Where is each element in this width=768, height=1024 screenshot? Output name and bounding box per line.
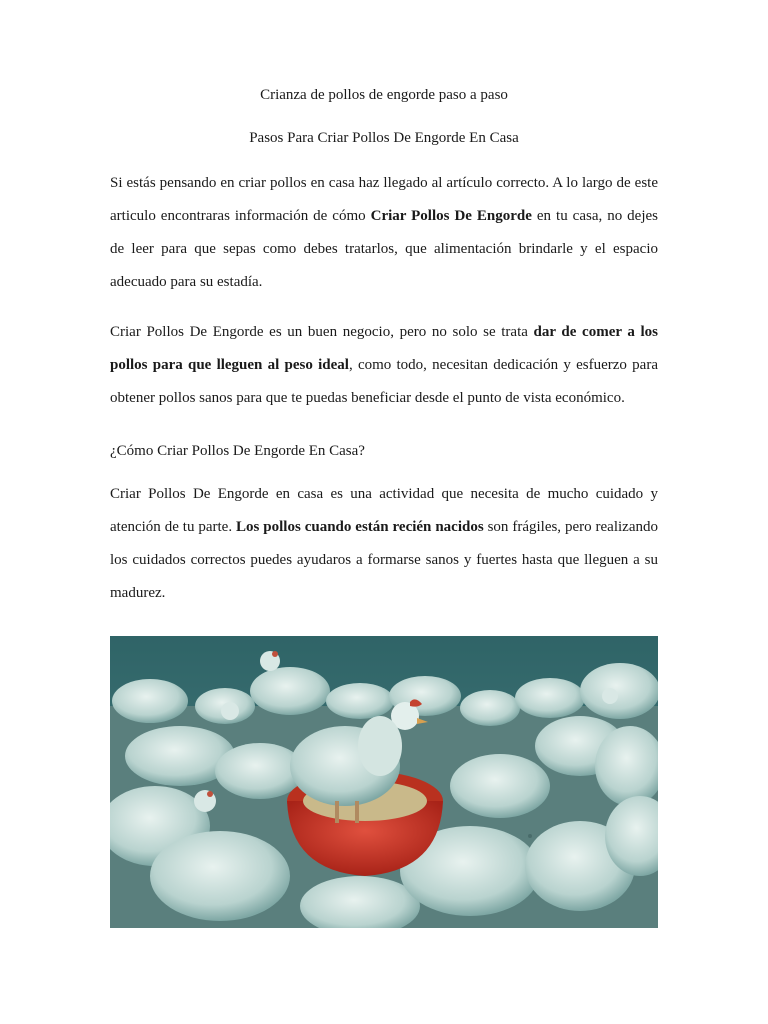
paragraph-care (110, 478, 658, 610)
paragraph-bold-text: Los pollos cuando están recién nacidos (236, 519, 484, 535)
paragraph-business (110, 316, 658, 415)
paragraph-text: Criar Pollos De Engorde en casa es una actividad que necesita de mucho cuidado y atención de tu parte. (110, 486, 658, 535)
paragraph-text: son frágiles, pero realizando los cuidados correctos puedes ayudaros a formarse sanos y fuertes hasta que lleguen a su madurez. (110, 519, 658, 601)
paragraph-text: en tu casa, no dejes de leer para que sepas como debes tratarlos, que alimentación brindarle y el espacio adecuado para su estadía. (110, 208, 659, 290)
chickens-feeding-photo (110, 636, 658, 928)
document-subtitle: Pasos Para Criar Pollos De Engorde En Casa (249, 130, 519, 146)
paragraph-intro (110, 167, 658, 299)
paragraph-bold-text: dar de comer a los pollos para que lleguen al peso ideal (110, 324, 659, 373)
paragraph-text: , como todo, necesitan dedicación y esfuerzo para obtener pollos sanos para que te puedas beneficiar desde el punto de vista económico. (110, 357, 658, 406)
document-title: Crianza de pollos de engorde paso a paso (260, 87, 508, 103)
section-heading: ¿Cómo Criar Pollos De Engorde En Casa? (110, 443, 365, 459)
paragraph-bold-text: Criar Pollos De Engorde (370, 208, 532, 224)
paragraph-text: Criar Pollos De Engorde es un buen negocio, pero no solo se trata (110, 324, 534, 340)
paragraph-text: Si estás pensando en criar pollos en casa haz llegado al artículo correcto. A lo largo de este articulo encontraras información de cómo (110, 175, 658, 224)
